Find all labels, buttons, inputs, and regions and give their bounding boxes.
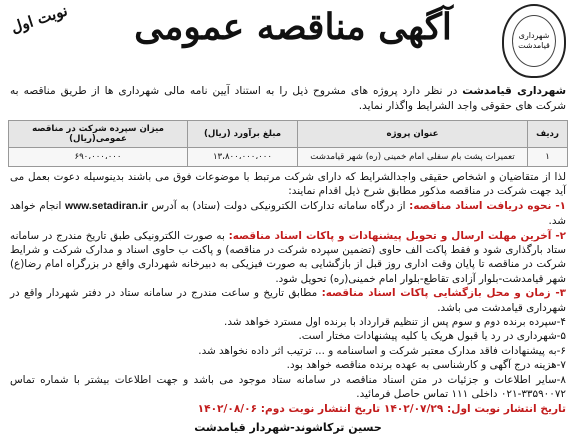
municipality-seal [502, 4, 566, 78]
item-3-text: مطابق تاریخ و ساعت مندرج در سامانه ستاد در دفتر شهردار واقع در شهرداری قیامدشت می باشد. [10, 287, 566, 314]
seal-inner [512, 15, 556, 67]
cell-row-number: ۱ [528, 148, 568, 167]
col-header-row-number: ردیف [528, 121, 568, 148]
projects-table [8, 120, 568, 167]
item-6: ۶-به پیشنهادات فاقد مدارک معتبر شرکت و اساسنامه و ... ترتیب اثر داده نخواهد شد. [198, 344, 566, 357]
conditions-section [4, 170, 572, 402]
table-row [9, 148, 568, 167]
publication-first: تاریخ انتشار نوبت اول: ۱۴۰۲/۰۷/۲۹ [383, 402, 566, 415]
cell-project-title: تعمیرات پشت بام سفلی امام خمینی (ره) شهر قیامدشت [298, 148, 528, 167]
seal-text: شهرداری قیامدشت [518, 31, 550, 50]
col-header-deposit: میزان سپرده شرکت در مناقصه عمومی(ریال) [9, 121, 188, 148]
col-header-estimate: مبلغ برآورد (ریال) [188, 121, 298, 148]
item-3-heading: ۳- زمان و محل بازگشایی پاکات اسناد مناقصه: [321, 287, 566, 300]
item-2-text: به صورت الکترونیکی طبق تاریخ مندرج در سامانه ستاد بارگذاری شود و فقط پاکت الف حاوی (تضمین سپرده شرکت در مناقصه) و پاکت ب حاوی اسناد و مدارک شرکت و شرایط شرکت در مناقصه تا پایان وقت اداری روز قبل از بازگشایی به صورت فیزیکی به دبیرخانه شهرداری واقع در بزرگراه امام رضا(ع) شهر قیامدشت-بلوار آزادی تقاطع-بلوار امام خمینی(ره) تحویل شود. [10, 229, 566, 285]
item-1 [10, 199, 566, 229]
item-7: ۷-هزینه درج آگهی و کارشناسی به عهده برنده مناقصه خواهد بود. [286, 359, 566, 372]
col-header-project-title: عنوان پروژه [298, 121, 528, 148]
item-2 [10, 229, 566, 287]
intro-paragraph [4, 84, 572, 114]
notice-title: آگهی مناقصه عمومی [134, 6, 452, 48]
setad-website-link[interactable]: www.setadiran.ir [65, 200, 148, 212]
item-1-text: از درگاه سامانه تدارکات الکترونیکی دولت (ستاد) به آدرس [151, 199, 406, 212]
table-header-row [9, 121, 568, 148]
org-name: شهرداری قیامدشت [462, 85, 566, 97]
conditions-intro: لذا از متقاضیان و اشخاص حقیقی واجدالشرایط که دارای شرکت مرتبط با موضوعات فوق می باشند بدینوسیله دعوت بعمل می آید جهت شرکت در مناقصه مذکور مطابق شرح ذیل اقدام نمایند: [10, 171, 566, 198]
publication-second: تاریخ انتشار نوبت دوم: ۱۴۰۲/۰۸/۰۶ [197, 402, 381, 415]
item-2-heading: ۲- آخرین مهلت ارسال و تحویل پیشنهادات و پاکات اسناد مناقصه: [228, 229, 567, 242]
cell-estimate: ۱۳،۸۰۰،۰۰۰،۰۰۰ [188, 148, 298, 167]
header [4, 2, 572, 80]
item-4: ۴-سپرده برنده دوم و سوم پس از تنظیم قرارداد با برنده اول مسترد خواهد شد. [224, 316, 566, 329]
publication-dates [4, 402, 572, 417]
item-5: ۵-شهرداری در رد یا قبول هریک یا کلیه پیشنهادات مختار است. [298, 330, 566, 343]
item-8: ۸-سایر اطلاعات و جزئیات در متن اسناد مناقصه در سامانه ستاد موجود می باشد و جهت اطلاعات بیشتر با شماره تماس ۳۳۵۹۰۰۷۲-۰۲۱ داخلی ۱۱۱ تماس حاصل فرمائید. [10, 373, 566, 401]
cell-deposit: ۶۹۰،۰۰۰،۰۰۰ [9, 148, 188, 167]
item-1-heading: ۱- نحوه دریافت اسناد مناقصه: [409, 199, 566, 212]
item-3 [10, 286, 566, 315]
round-label: نوبت اول [8, 1, 70, 37]
item-1-tail: انجام خواهد شد. [10, 199, 566, 228]
signature: حسین ترکاشوند-شهردار قیامدشت [194, 420, 382, 434]
intro-text: در نظر دارد پروژه های مشروح ذیل را به استناد آیین نامه مالی شهرداری ها از طریق مناقصه به شرکت های حقوقی واجد الشرایط واگذار نماید. [10, 85, 566, 112]
